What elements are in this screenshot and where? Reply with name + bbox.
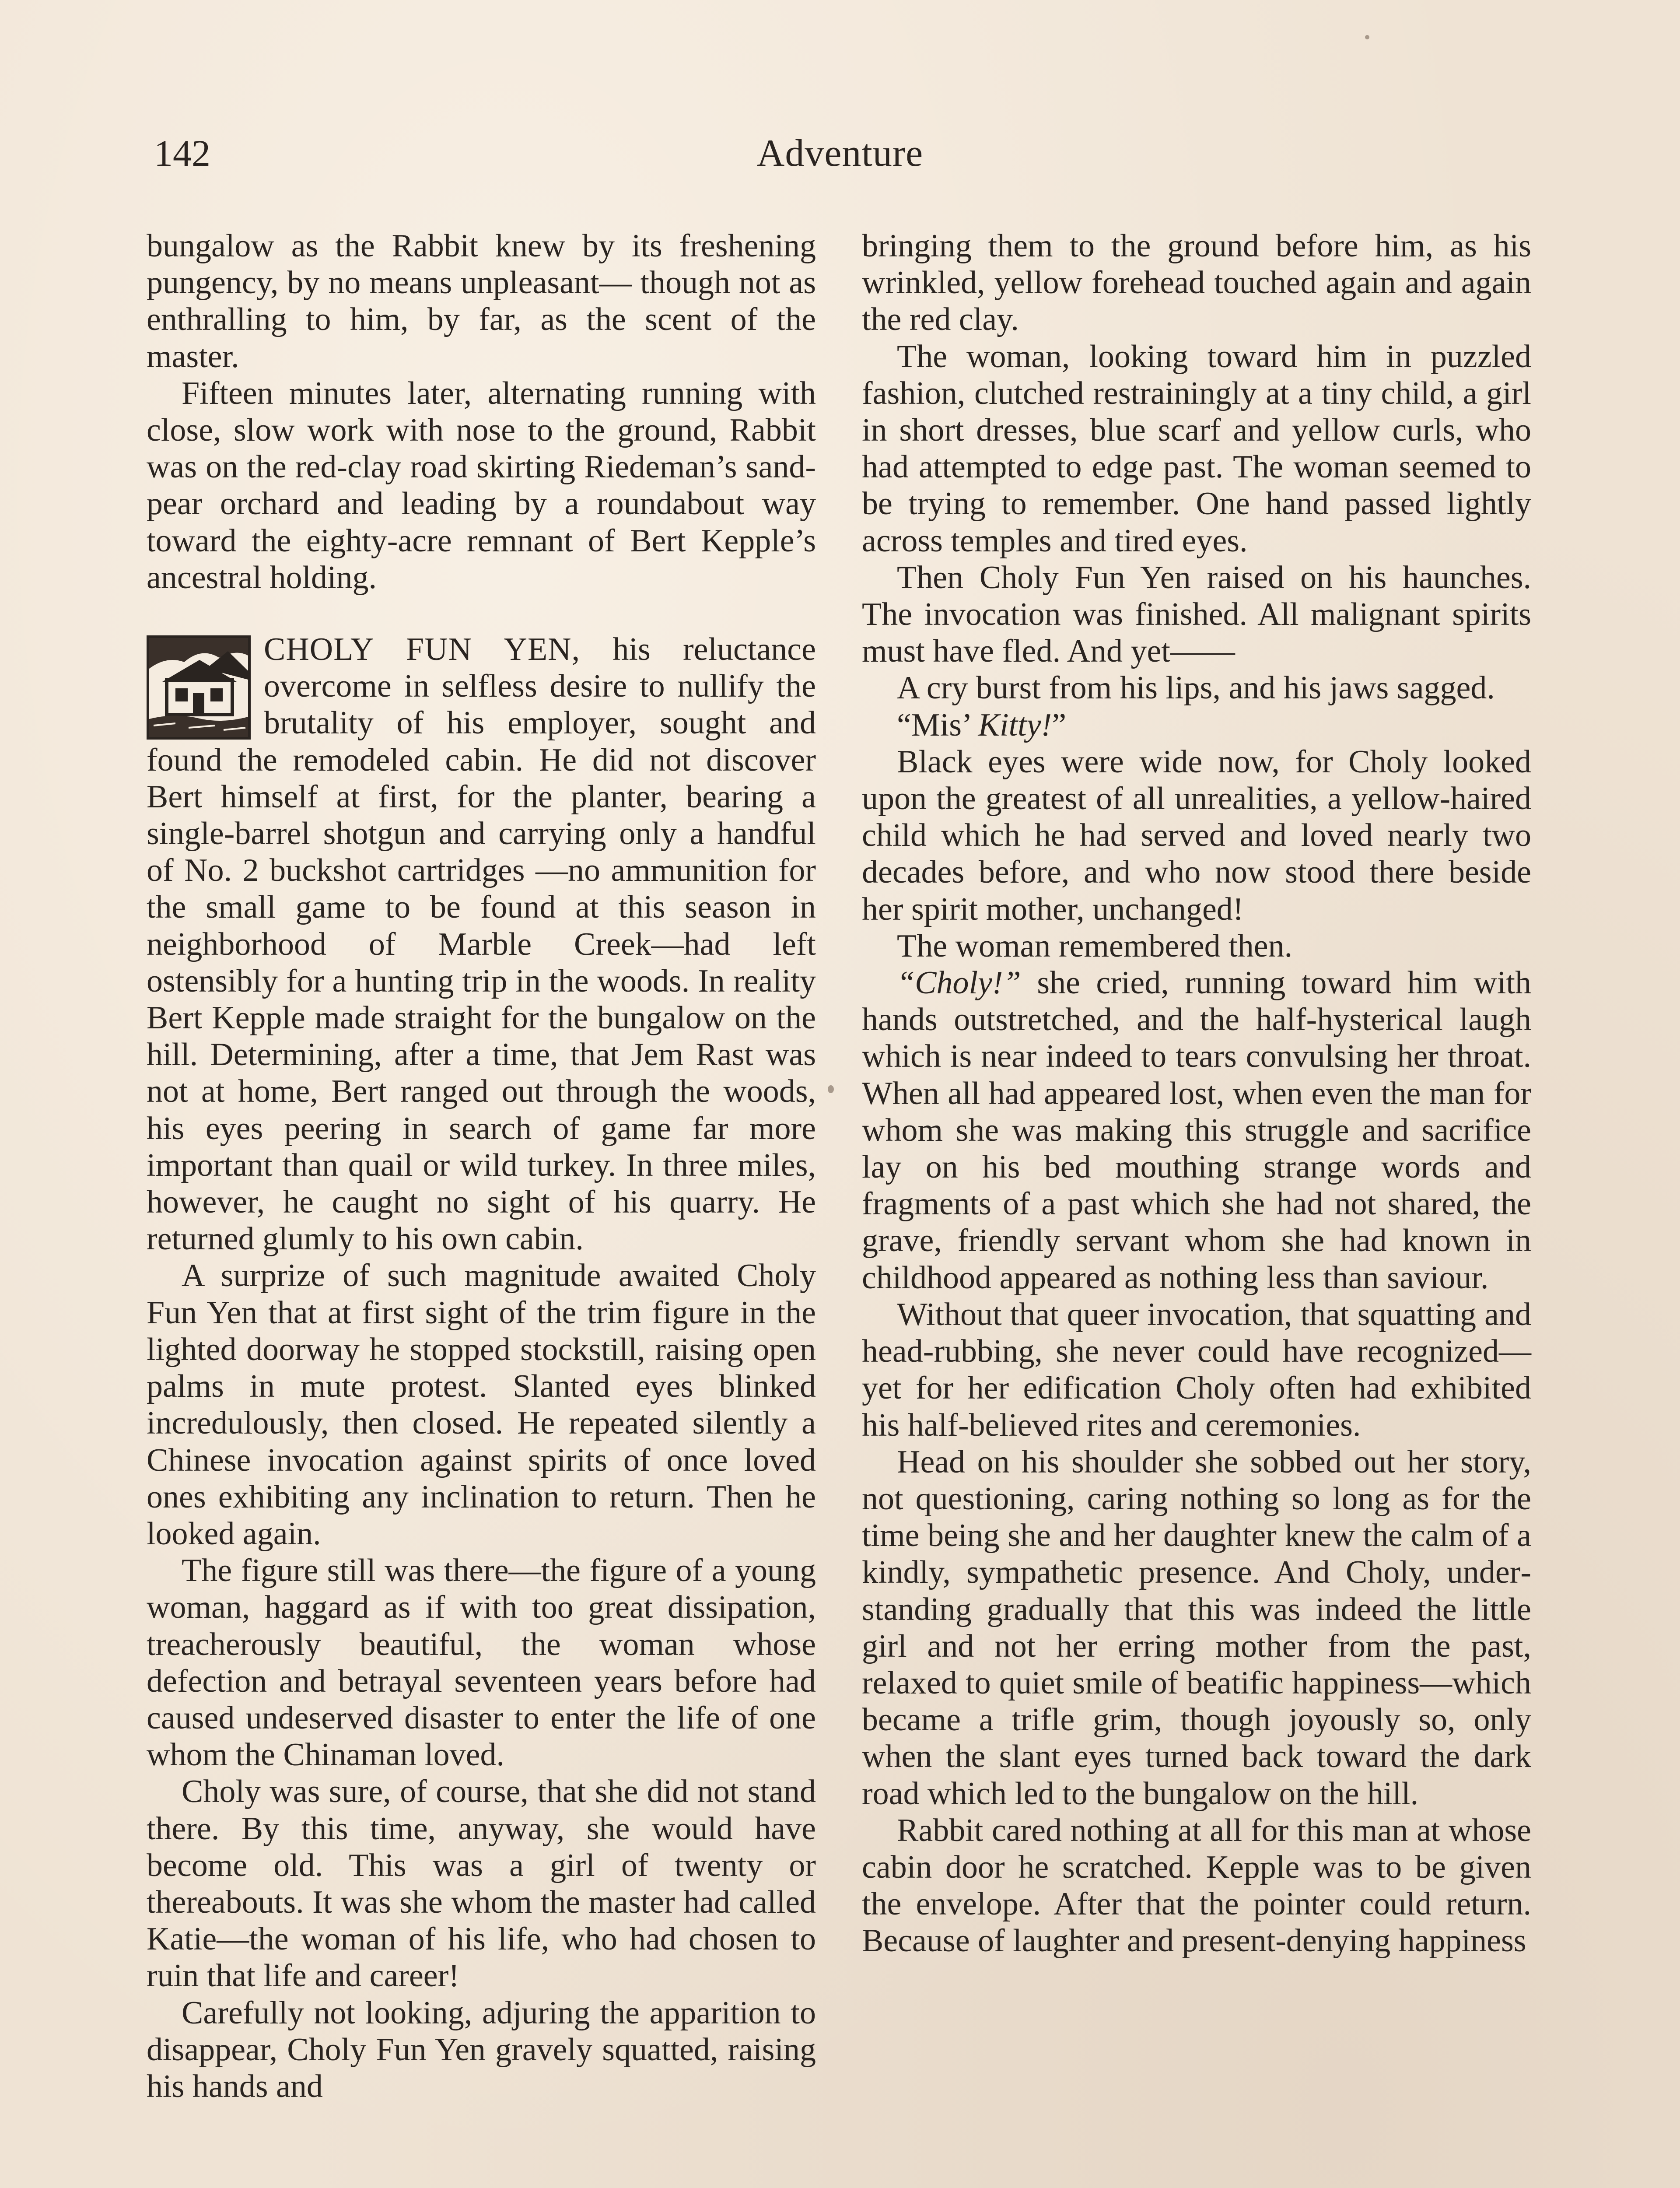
quote-close: ” [1052, 707, 1067, 743]
paragraph: bungalow as the Rabbit knew by its freshening pungency, by no means unpleasant— though not as enthralling to him, by far, as the scent of the master. [147, 228, 816, 375]
page-number: 142 [154, 132, 210, 174]
paragraph: Without that queer invocation, that squatting and head-rubbing, she never could have recognized—yet for her edification Choly often had exhibited his half-believed rites and ceremonies. [862, 1296, 1531, 1443]
paragraph: Rabbit cared nothing at all for this man at whose cabin door he scratched. Kepple was to be given the envelope. After that the pointer could return. Because of laughter and present-denying happiness [862, 1812, 1531, 1959]
quote-open: “Mis’ [897, 707, 978, 743]
section-lead-in: CHOLY FUN YEN, [264, 631, 581, 668]
paragraph [862, 707, 1531, 743]
right-column [862, 228, 1531, 1960]
paragraph: Carefully not looking, adjuring the apparition to disappear, Choly Fun Yen gravely squatted, raising his hands and [147, 1995, 816, 2104]
paragraph: A cry burst from his lips, and his jaws sagged. [897, 670, 1495, 706]
cabin-illustration-icon [147, 635, 251, 740]
paper-speck [828, 1085, 834, 1093]
paragraph-text: she cried, running toward him with hands outstretched, and the half-hysterical laugh which is near indeed to tears convulsing her throat. When all had appeared lost, when even the man for whom she was making this struggle and sacrifice lay on his bed mouthing strange words and fragments of a past which she had not shared, the grave, friendly servant whom she had known in childhood appeared as nothing less than saviour. [862, 965, 1531, 1296]
paragraph: A surprize of such magnitude awaited Choly Fun Yen that at first sight of the trim figure in the lighted doorway he stopped stockstill, raising open palms in mute protest. Slanted eyes blinked incredulously, then closed. He repeated silently a Chinese invocation against spirits of once loved ones exhibiting any inclination to return. Then he looked again. [147, 1258, 816, 1552]
section-opening [147, 631, 816, 1257]
paragraph: Black eyes were wide now, for Choly looked upon the greatest of all unrealities, a yellow-haired child which he had served and loved nearly two decades before, and who now stood there beside her spirit mother, unchanged! [862, 743, 1531, 927]
paragraph: The woman, looking toward him in puzzled fashion, clutched restrainingly at a tiny child, a girl in short dresses, blue scarf and yellow curls, who had attempted to edge past. The woman seemed to be trying to remember. One hand passed lightly across temples and tired eyes. [862, 338, 1531, 559]
paragraph: bringing them to the ground before him, as his wrinkled, yellow forehead touched again and again the red clay. [862, 228, 1531, 338]
paragraph: Fifteen minutes later, alternating running with close, slow work with nose to the ground, Rabbit was on the red-clay road skirting Riedeman’s sand-pear orchard and leading by a roundabout way toward the eighty-acre remnant of Bert Kepple’s ancestral holding. [147, 375, 816, 596]
paragraph: Head on his shoulder she sobbed out her story, not questioning, caring nothing so long as for the time being she and her daughter knew the calm of a kindly, sympathetic presence. And Choly, understanding gradually that this was indeed the little girl and not her erring mother from the past, relaxed to quiet smile of beatific happiness—which became a trifle grim, though joyously so, only when the slant eyes turned back toward the dark road which led to the bungalow on the hill. [862, 1444, 1531, 1812]
quote-italic: “Choly!” [897, 965, 1021, 1001]
paragraph: Choly was sure, of course, that she did not stand there. By this time, anyway, she would have become old. This was a girl of twenty or thereabouts. It was she whom the master had called Katie—the woman of his life, who had chosen to ruin that life and career! [147, 1774, 816, 1994]
left-column [147, 228, 816, 2105]
paper-speck [1365, 35, 1369, 39]
quote-italic: Kitty! [978, 707, 1052, 743]
paragraph: Then Choly Fun Yen raised on his haunches. The invocation was finished. All malignant spirits must have fled. And yet—— [862, 559, 1531, 670]
paragraph: The figure still was there—the figure of a young woman, haggard as if with too great dissipation, treacherously beautiful, the woman whose defection and betrayal seventeen years before had caused undeserved disaster to enter the life of one whom the Chinaman loved. [147, 1553, 816, 1773]
magazine-title: Adventure [756, 132, 924, 175]
paragraph-text: his reluctance overcome in selfless desire to nullify the brutality of his employer, sought and found the remodeled cabin. He did not discover Bert himself at first, for the planter, bearing a single-barrel shotgun and carrying only a handful of No. 2 buckshot cartridges —no ammunition for the small game to be found at this season in neighborhood of Marble Creek—had left ostensibly for a hunting trip in the woods. In reality Bert Kepple made straight for the bungalow on the hill. Determining, after a time, that Jem Rast was not at home, Bert ranged out through the woods, his eyes peering in search of game far more important than quail or wild turkey. In three miles, however, he caught no sight of his quarry. He returned glumly to his own cabin. [147, 631, 816, 1257]
paragraph: The woman remembered then. [897, 928, 1293, 964]
paragraph [862, 964, 1531, 1296]
